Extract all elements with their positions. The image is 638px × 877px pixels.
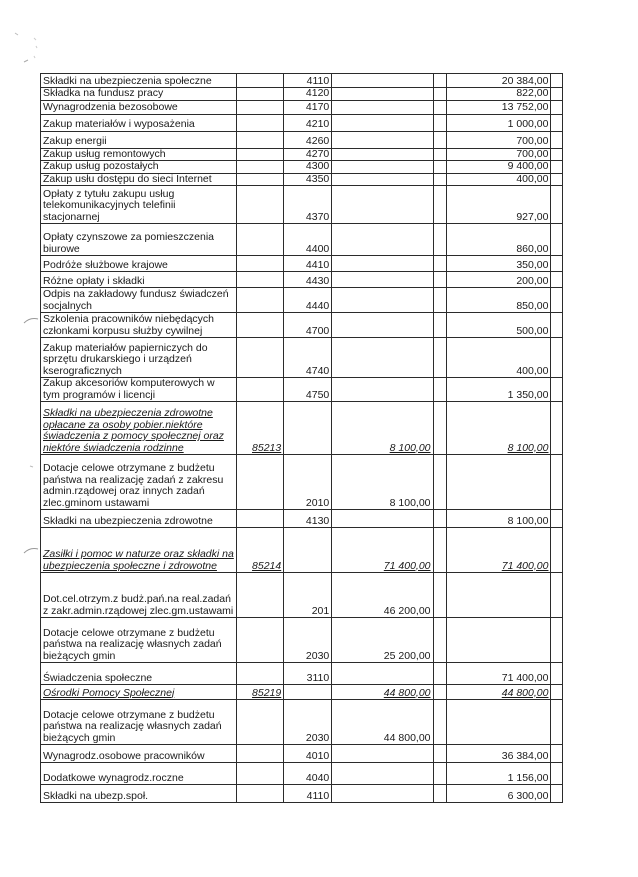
table-row bbox=[41, 573, 563, 618]
row-spacer bbox=[433, 148, 447, 161]
row-expense-amount: 500,00 bbox=[447, 313, 551, 338]
row-description: Świadczenia społeczne bbox=[41, 663, 237, 685]
row-spacer bbox=[433, 618, 447, 663]
table-row bbox=[41, 173, 563, 186]
row-spacer bbox=[433, 378, 447, 402]
row-income-amount bbox=[332, 100, 433, 114]
row-paragraph: 2030 bbox=[284, 618, 332, 663]
row-expense-amount bbox=[447, 618, 551, 663]
row-description: Zakup usług remontowych bbox=[41, 148, 237, 161]
row-chapter bbox=[237, 510, 284, 528]
row-chapter bbox=[237, 173, 284, 186]
row-spacer bbox=[433, 510, 447, 528]
row-spacer bbox=[433, 763, 447, 785]
row-spacer bbox=[433, 745, 447, 763]
row-paragraph: 4120 bbox=[284, 88, 332, 101]
row-expense-amount: 13 752,00 bbox=[447, 100, 551, 114]
row-spacer bbox=[551, 88, 563, 101]
row-description: Opłaty z tytułu zakupu usług telekomunikacyjnych telefinii stacjonarnej bbox=[41, 186, 237, 224]
row-chapter bbox=[237, 338, 284, 378]
table-row bbox=[41, 510, 563, 528]
row-chapter bbox=[237, 455, 284, 510]
row-expense-amount bbox=[447, 700, 551, 745]
row-paragraph: 201 bbox=[284, 573, 332, 618]
table-row bbox=[41, 161, 563, 174]
row-paragraph: 2010 bbox=[284, 455, 332, 510]
row-expense-amount: 400,00 bbox=[447, 173, 551, 186]
row-spacer bbox=[433, 402, 447, 455]
table-row bbox=[41, 763, 563, 785]
row-paragraph: 4010 bbox=[284, 745, 332, 763]
row-chapter bbox=[237, 224, 284, 256]
table-row bbox=[41, 745, 563, 763]
table-row bbox=[41, 663, 563, 685]
row-spacer bbox=[551, 618, 563, 663]
row-spacer bbox=[433, 700, 447, 745]
row-description: Zakup usłu dostępu do sieci Internet bbox=[41, 173, 237, 186]
row-chapter bbox=[237, 663, 284, 685]
row-paragraph: 4260 bbox=[284, 131, 332, 148]
row-spacer bbox=[433, 74, 447, 88]
table-row bbox=[41, 131, 563, 148]
row-chapter: 85219 bbox=[237, 685, 284, 700]
row-paragraph: 4270 bbox=[284, 148, 332, 161]
row-spacer bbox=[551, 573, 563, 618]
row-income-amount bbox=[332, 114, 433, 131]
row-description: Składki na ubezpieczenia społeczne bbox=[41, 74, 237, 88]
row-expense-amount: 700,00 bbox=[447, 148, 551, 161]
row-income-amount bbox=[332, 256, 433, 272]
table-row bbox=[41, 313, 563, 338]
row-spacer bbox=[551, 763, 563, 785]
row-description: Składka na fundusz pracy bbox=[41, 88, 237, 101]
row-paragraph: 3110 bbox=[284, 663, 332, 685]
row-spacer bbox=[551, 272, 563, 288]
budget-table bbox=[40, 73, 563, 803]
row-expense-amount: 71 400,00 bbox=[447, 663, 551, 685]
row-expense-amount: 8 100,00 bbox=[447, 402, 551, 455]
row-spacer bbox=[433, 685, 447, 700]
row-spacer bbox=[433, 161, 447, 174]
section-row bbox=[41, 528, 563, 573]
row-spacer bbox=[433, 573, 447, 618]
row-income-amount bbox=[332, 148, 433, 161]
row-spacer bbox=[433, 288, 447, 313]
row-spacer bbox=[433, 785, 447, 803]
row-description: Dotacje celowe otrzymane z budżetu państwa na realizację własnych zadań bieżących gmin bbox=[41, 700, 237, 745]
row-spacer bbox=[433, 256, 447, 272]
row-paragraph: 2030 bbox=[284, 700, 332, 745]
table-row bbox=[41, 256, 563, 272]
row-income-amount bbox=[332, 173, 433, 186]
row-income-amount bbox=[332, 338, 433, 378]
table-row bbox=[41, 88, 563, 101]
table-row bbox=[41, 74, 563, 88]
row-expense-amount: 200,00 bbox=[447, 272, 551, 288]
row-spacer bbox=[551, 402, 563, 455]
row-paragraph: 4370 bbox=[284, 186, 332, 224]
row-expense-amount: 6 300,00 bbox=[447, 785, 551, 803]
row-spacer bbox=[551, 161, 563, 174]
row-paragraph: 4740 bbox=[284, 338, 332, 378]
row-chapter bbox=[237, 88, 284, 101]
row-chapter bbox=[237, 100, 284, 114]
row-income-amount: 71 400,00 bbox=[332, 528, 433, 573]
row-description: Składki na ubezpieczenia zdrowotne opłacane za osoby pobier.niektóre świadczenia z pomocy społecznej oraz niektóre świadczenia rodzinne bbox=[41, 402, 237, 455]
row-chapter bbox=[237, 272, 284, 288]
row-spacer bbox=[551, 338, 563, 378]
row-chapter bbox=[237, 256, 284, 272]
section-row bbox=[41, 685, 563, 700]
row-description: Odpis na zakładowy fundusz świadczeń socjalnych bbox=[41, 288, 237, 313]
row-paragraph: 4700 bbox=[284, 313, 332, 338]
row-paragraph: 4410 bbox=[284, 256, 332, 272]
row-spacer bbox=[433, 338, 447, 378]
table-row bbox=[41, 272, 563, 288]
row-income-amount bbox=[332, 510, 433, 528]
row-spacer bbox=[551, 510, 563, 528]
row-spacer bbox=[551, 685, 563, 700]
row-description: Dot.cel.otrzym.z budż.pań.na real.zadań z zakr.admin.rządowej zlec.gm.ustawami bbox=[41, 573, 237, 618]
row-description: Podróże służbowe krajowe bbox=[41, 256, 237, 272]
row-spacer bbox=[551, 256, 563, 272]
row-income-amount: 8 100,00 bbox=[332, 402, 433, 455]
row-description: Opłaty czynszowe za pomieszczenia biurowe bbox=[41, 224, 237, 256]
row-paragraph: 4750 bbox=[284, 378, 332, 402]
row-description: Dotacje celowe otrzymane z budżetu państwa na realizację zadań z zakresu admin.rządowej oraz innych zadań zlec.gminom ustawami bbox=[41, 455, 237, 510]
row-income-amount bbox=[332, 663, 433, 685]
row-chapter bbox=[237, 161, 284, 174]
row-spacer bbox=[433, 131, 447, 148]
row-income-amount bbox=[332, 131, 433, 148]
row-spacer bbox=[551, 288, 563, 313]
row-expense-amount: 1 350,00 bbox=[447, 378, 551, 402]
row-income-amount bbox=[332, 785, 433, 803]
row-paragraph: 4210 bbox=[284, 114, 332, 131]
row-expense-amount: 44 800,00 bbox=[447, 685, 551, 700]
row-paragraph: 4300 bbox=[284, 161, 332, 174]
table-row bbox=[41, 785, 563, 803]
row-expense-amount bbox=[447, 455, 551, 510]
row-spacer bbox=[551, 528, 563, 573]
row-income-amount: 8 100,00 bbox=[332, 455, 433, 510]
row-description: Ośrodki Pomocy Społecznej bbox=[41, 685, 237, 700]
row-spacer bbox=[551, 700, 563, 745]
row-spacer bbox=[433, 313, 447, 338]
row-expense-amount: 860,00 bbox=[447, 224, 551, 256]
table-row bbox=[41, 338, 563, 378]
row-description: Składki na ubezp.społ. bbox=[41, 785, 237, 803]
row-description: Szkolenia pracowników niebędących członkami korpusu służby cywilnej bbox=[41, 313, 237, 338]
row-spacer bbox=[433, 224, 447, 256]
row-spacer bbox=[551, 663, 563, 685]
row-income-amount: 44 800,00 bbox=[332, 685, 433, 700]
row-income-amount: 25 200,00 bbox=[332, 618, 433, 663]
row-spacer bbox=[551, 148, 563, 161]
row-spacer bbox=[551, 100, 563, 114]
row-income-amount bbox=[332, 378, 433, 402]
table-row bbox=[41, 618, 563, 663]
row-income-amount bbox=[332, 224, 433, 256]
row-paragraph bbox=[284, 528, 332, 573]
table-row bbox=[41, 224, 563, 256]
table-row bbox=[41, 100, 563, 114]
row-chapter bbox=[237, 186, 284, 224]
row-spacer bbox=[433, 528, 447, 573]
row-spacer bbox=[551, 186, 563, 224]
row-paragraph: 4430 bbox=[284, 272, 332, 288]
table-row bbox=[41, 378, 563, 402]
row-paragraph: 4170 bbox=[284, 100, 332, 114]
row-description: Zakup akcesoriów komputerowych w tym programów i licencji bbox=[41, 378, 237, 402]
row-expense-amount: 700,00 bbox=[447, 131, 551, 148]
row-description: Dodatkowe wynagrodz.roczne bbox=[41, 763, 237, 785]
row-expense-amount: 1 000,00 bbox=[447, 114, 551, 131]
row-spacer bbox=[551, 378, 563, 402]
row-description: Różne opłaty i składki bbox=[41, 272, 237, 288]
row-expense-amount: 20 384,00 bbox=[447, 74, 551, 88]
row-spacer bbox=[433, 114, 447, 131]
row-paragraph: 4400 bbox=[284, 224, 332, 256]
row-expense-amount: 822,00 bbox=[447, 88, 551, 101]
row-spacer bbox=[433, 455, 447, 510]
table-row bbox=[41, 148, 563, 161]
row-expense-amount: 71 400,00 bbox=[447, 528, 551, 573]
row-spacer bbox=[551, 131, 563, 148]
row-spacer bbox=[433, 186, 447, 224]
row-chapter bbox=[237, 313, 284, 338]
row-chapter bbox=[237, 114, 284, 131]
row-spacer bbox=[433, 88, 447, 101]
row-paragraph: 4350 bbox=[284, 173, 332, 186]
row-income-amount: 46 200,00 bbox=[332, 573, 433, 618]
row-chapter bbox=[237, 785, 284, 803]
row-description: Wynagrodzenia bezosobowe bbox=[41, 100, 237, 114]
row-description: Zasiłki i pomoc w naturze oraz składki na ubezpieczenia społeczne i zdrowotne bbox=[41, 528, 237, 573]
table-row bbox=[41, 455, 563, 510]
row-spacer bbox=[433, 663, 447, 685]
table-row bbox=[41, 114, 563, 131]
row-chapter bbox=[237, 288, 284, 313]
row-expense-amount: 8 100,00 bbox=[447, 510, 551, 528]
row-paragraph bbox=[284, 685, 332, 700]
row-spacer bbox=[551, 313, 563, 338]
row-description: Dotacje celowe otrzymane z budżetu państwa na realizację własnych zadań bieżących gmin bbox=[41, 618, 237, 663]
row-income-amount bbox=[332, 763, 433, 785]
table-row bbox=[41, 186, 563, 224]
row-expense-amount: 850,00 bbox=[447, 288, 551, 313]
row-chapter bbox=[237, 378, 284, 402]
row-description: Składki na ubezpieczenia zdrowotne bbox=[41, 510, 237, 528]
row-description: Zakup materiałów papierniczych do sprzętu drukarskiego i urządzeń kserograficznych bbox=[41, 338, 237, 378]
budget-table-body bbox=[41, 74, 563, 803]
row-income-amount bbox=[332, 74, 433, 88]
row-description: Zakup energii bbox=[41, 131, 237, 148]
row-paragraph bbox=[284, 402, 332, 455]
row-expense-amount: 350,00 bbox=[447, 256, 551, 272]
row-chapter bbox=[237, 763, 284, 785]
row-spacer bbox=[551, 455, 563, 510]
row-paragraph: 4110 bbox=[284, 785, 332, 803]
row-spacer bbox=[551, 173, 563, 186]
row-spacer bbox=[433, 173, 447, 186]
row-chapter bbox=[237, 700, 284, 745]
row-paragraph: 4440 bbox=[284, 288, 332, 313]
row-spacer bbox=[433, 100, 447, 114]
row-income-amount bbox=[332, 313, 433, 338]
row-chapter: 85213 bbox=[237, 402, 284, 455]
row-spacer bbox=[551, 745, 563, 763]
row-income-amount: 44 800,00 bbox=[332, 700, 433, 745]
row-expense-amount: 1 156,00 bbox=[447, 763, 551, 785]
row-paragraph: 4040 bbox=[284, 763, 332, 785]
row-income-amount bbox=[332, 161, 433, 174]
row-spacer bbox=[551, 114, 563, 131]
row-chapter bbox=[237, 573, 284, 618]
row-income-amount bbox=[332, 745, 433, 763]
row-expense-amount: 400,00 bbox=[447, 338, 551, 378]
row-spacer bbox=[551, 224, 563, 256]
row-description: Zakup usług pozostałych bbox=[41, 161, 237, 174]
row-expense-amount: 36 384,00 bbox=[447, 745, 551, 763]
row-paragraph: 4130 bbox=[284, 510, 332, 528]
row-expense-amount bbox=[447, 573, 551, 618]
row-income-amount bbox=[332, 272, 433, 288]
row-chapter bbox=[237, 74, 284, 88]
row-chapter bbox=[237, 618, 284, 663]
row-income-amount bbox=[332, 288, 433, 313]
section-row bbox=[41, 402, 563, 455]
row-paragraph: 4110 bbox=[284, 74, 332, 88]
row-description: Wynagrodz.osobowe pracowników bbox=[41, 745, 237, 763]
row-expense-amount: 9 400,00 bbox=[447, 161, 551, 174]
row-description: Zakup materiałów i wyposażenia bbox=[41, 114, 237, 131]
table-row bbox=[41, 700, 563, 745]
table-row bbox=[41, 288, 563, 313]
row-spacer bbox=[551, 74, 563, 88]
row-expense-amount: 927,00 bbox=[447, 186, 551, 224]
row-spacer bbox=[433, 272, 447, 288]
row-chapter bbox=[237, 148, 284, 161]
row-chapter bbox=[237, 131, 284, 148]
row-chapter bbox=[237, 745, 284, 763]
row-income-amount bbox=[332, 88, 433, 101]
row-chapter: 85214 bbox=[237, 528, 284, 573]
row-income-amount bbox=[332, 186, 433, 224]
row-spacer bbox=[551, 785, 563, 803]
